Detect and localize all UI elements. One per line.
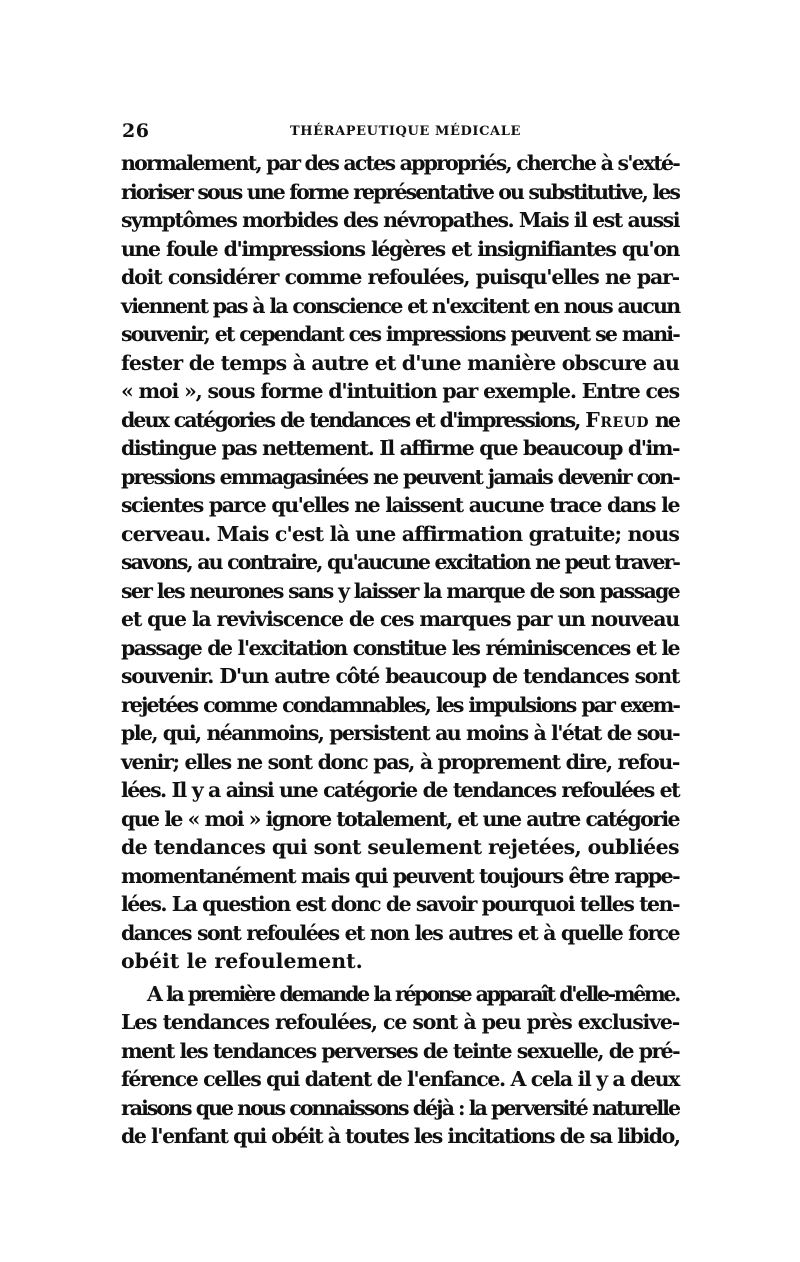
running-head (122, 120, 678, 144)
text-line: lées. Il y a ainsi une catégorie de tendances refoulées et (121, 778, 679, 802)
text-line: ple, qui, néanmoins, persistent au moins à l'état de sou- (121, 721, 679, 745)
text-line: ser les neurones sans y laisser la marque de son passage (121, 578, 679, 603)
text-line: souvenir, et cependant ces impressions peuvent se mani- (121, 322, 679, 346)
text-line: férence celles qui datent de l'enfance. A cela il y a deux (121, 1067, 679, 1091)
text-line: une foule d'impressions légères et insignifiantes qu'on (121, 236, 679, 261)
text-line: obéit le refoulement. (121, 949, 363, 973)
text-line: doit considérer comme refoulées, puisqu'elles ne par- (121, 265, 679, 289)
text-line: cerveau. Mais c'est là une affirmation gratuite; nous (121, 521, 679, 546)
text-line: pressions emmagasinées ne peuvent jamais devenir con- (121, 464, 679, 489)
text-line: « moi », sous forme d'intuition par exemple. Entre ces (121, 379, 679, 403)
text-line: que le « moi » ignore totalement, et une autre catégorie (121, 806, 679, 831)
paragraph-1 (121, 149, 679, 976)
running-title: THÉRAPEUTIQUE MÉDICALE (290, 124, 521, 139)
text-line: Les tendances refoulées, ce sont à peu près exclusive- (121, 1010, 679, 1034)
text-line: de tendances qui sont seulement rejetées, oubliées (121, 835, 679, 859)
text-line-with-name (121, 406, 679, 435)
text-line: momentanément mais qui peuvent toujours être rappe- (121, 863, 679, 888)
text-line: distingue pas nettement. Il affirme que beaucoup d'im- (121, 436, 679, 460)
author-name: Freud (585, 407, 650, 432)
body-text (121, 149, 679, 1151)
text-line: raisons que nous connaissons déjà : la perversité naturelle (121, 1095, 679, 1120)
text-line: fester de temps à autre et d'une manière obscure au (121, 350, 679, 375)
text-line: A la première demande la réponse apparaît d'elle-même. (147, 981, 679, 1006)
page-number: 26 (122, 120, 150, 142)
text-line: et que la reviviscence de ces marques par un nouveau (121, 607, 679, 631)
text-line: scientes parce qu'elles ne laissent aucune trace dans le (121, 493, 679, 517)
text-fragment: deux catégories de tendances et d'impressions, (121, 407, 580, 432)
text-line: ment les tendances perverses de teinte sexuelle, de pré- (121, 1038, 679, 1063)
text-line: passage de l'excitation constitue les réminiscences et le (121, 635, 679, 660)
text-line: souvenir. D'un autre côté beaucoup de tendances sont (121, 664, 679, 688)
text-line: savons, au contraire, qu'aucune excitation ne peut traver- (121, 550, 679, 574)
text-line: rejetées comme condamnables, les impulsions par exem- (121, 692, 679, 717)
text-line: normalement, par des actes appropriés, cherche à s'exté- (121, 151, 679, 175)
text-fragment: ne (654, 407, 679, 432)
text-line: lées. La question est donc de savoir pourquoi telles ten- (121, 892, 679, 916)
text-line: venir; elles ne sont donc pas, à proprement dire, refou- (121, 749, 679, 774)
text-line: symptômes morbides des névropathes. Mais il est aussi (121, 208, 679, 232)
paragraph-2 (121, 980, 679, 1151)
text-line: viennent pas à la conscience et n'excitent en nous aucun (121, 293, 680, 318)
text-line: rioriser sous une forme représentative ou substitutive, les (121, 179, 679, 204)
text-line: dances sont refoulées et non les autres et à quelle force (121, 920, 679, 945)
text-line: de l'enfant qui obéit à toutes les incitations de sa libido, (121, 1124, 680, 1148)
